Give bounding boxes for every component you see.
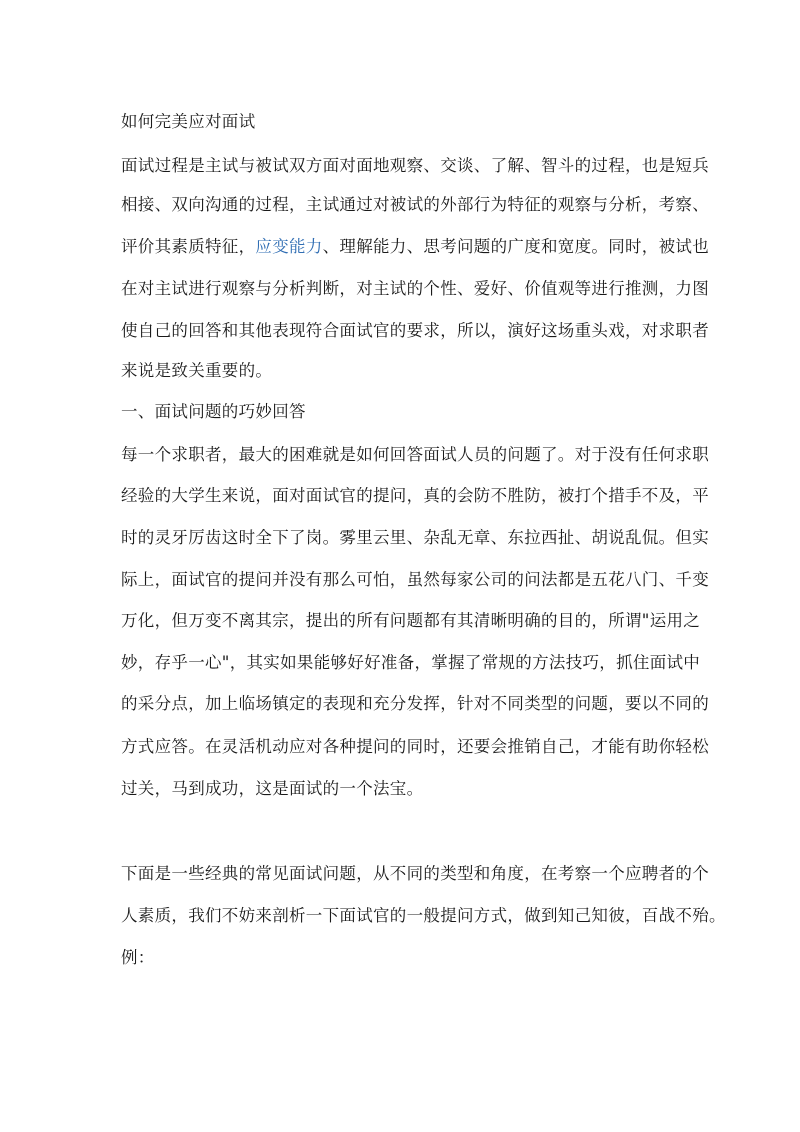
intro-line-6: 来说是致关重要的。 bbox=[121, 361, 273, 380]
section-1-line-6: 妙，存乎一心"，其实如果能够好好准备，掌握了常规的方法技巧，抓住面试中 bbox=[121, 653, 701, 672]
section-2-line-3: 例： bbox=[121, 948, 155, 967]
intro-line-3-pre: 评价其素质特征， bbox=[121, 237, 256, 256]
section-2-line-1: 下面是一些经典的常见面试问题，从不同的类型和角度，在考察一个应聘者的个 bbox=[121, 864, 709, 883]
section-1-line-9: 过关，马到成功，这是面试的一个法宝。 bbox=[121, 779, 424, 798]
section-1-line-2: 经验的大学生来说，面对面试官的提问，真的会防不胜防，被打个措手不及，平 bbox=[121, 486, 709, 505]
intro-line-3-post: 、理解能力、思考问题的广度和宽度。同时，被试也 bbox=[322, 237, 710, 256]
intro-line-4: 在对主试进行观察与分析判断，对主试的个性、爱好、价值观等进行推测，力图 bbox=[121, 279, 709, 298]
intro-line-1: 面试过程是主试与被试双方面对面地观察、交谈、了解、智斗的过程，也是短兵 bbox=[121, 156, 709, 175]
section-1-line-4: 际上，面试官的提问并没有那么可怕，虽然每家公司的问法都是五花八门、千变 bbox=[121, 570, 709, 589]
intro-line-3 bbox=[121, 233, 709, 257]
section-1-heading: 一、面试问题的巧妙回答 bbox=[121, 402, 306, 421]
intro-line-5: 使自己的回答和其他表现符合面试官的要求，所以，演好这场重头戏，对求职者 bbox=[121, 321, 709, 340]
intro-line-2: 相接、双向沟通的过程，主试通过对被试的外部行为特征的观察与分析，考察、 bbox=[121, 195, 709, 214]
section-1-line-8: 方式应答。在灵活机动应对各种提问的同时，还要会推销自己，才能有助你轻松 bbox=[121, 737, 709, 756]
section-1-line-5: 万化，但万变不离其宗，提出的所有问题都有其清晰明确的目的，所谓"运用之 bbox=[121, 611, 701, 630]
section-1-line-1: 每一个求职者，最大的困难就是如何回答面试人员的问题了。对于没有任何求职 bbox=[121, 445, 709, 464]
document-title: 如何完美应对面试 bbox=[121, 112, 256, 131]
section-1-line-7: 的采分点，加上临场镇定的表现和充分发挥，针对不同类型的问题，要以不同的 bbox=[121, 694, 709, 713]
section-1-line-3: 时的灵牙厉齿这时全下了岗。雾里云里、杂乱无章、东拉西扯、胡说乱侃。但实 bbox=[121, 528, 709, 547]
ability-link[interactable]: 应变能力 bbox=[255, 237, 323, 256]
section-2-line-2: 人素质，我们不妨来剖析一下面试官的一般提问方式，做到知己知彼，百战不殆。 bbox=[121, 906, 726, 925]
